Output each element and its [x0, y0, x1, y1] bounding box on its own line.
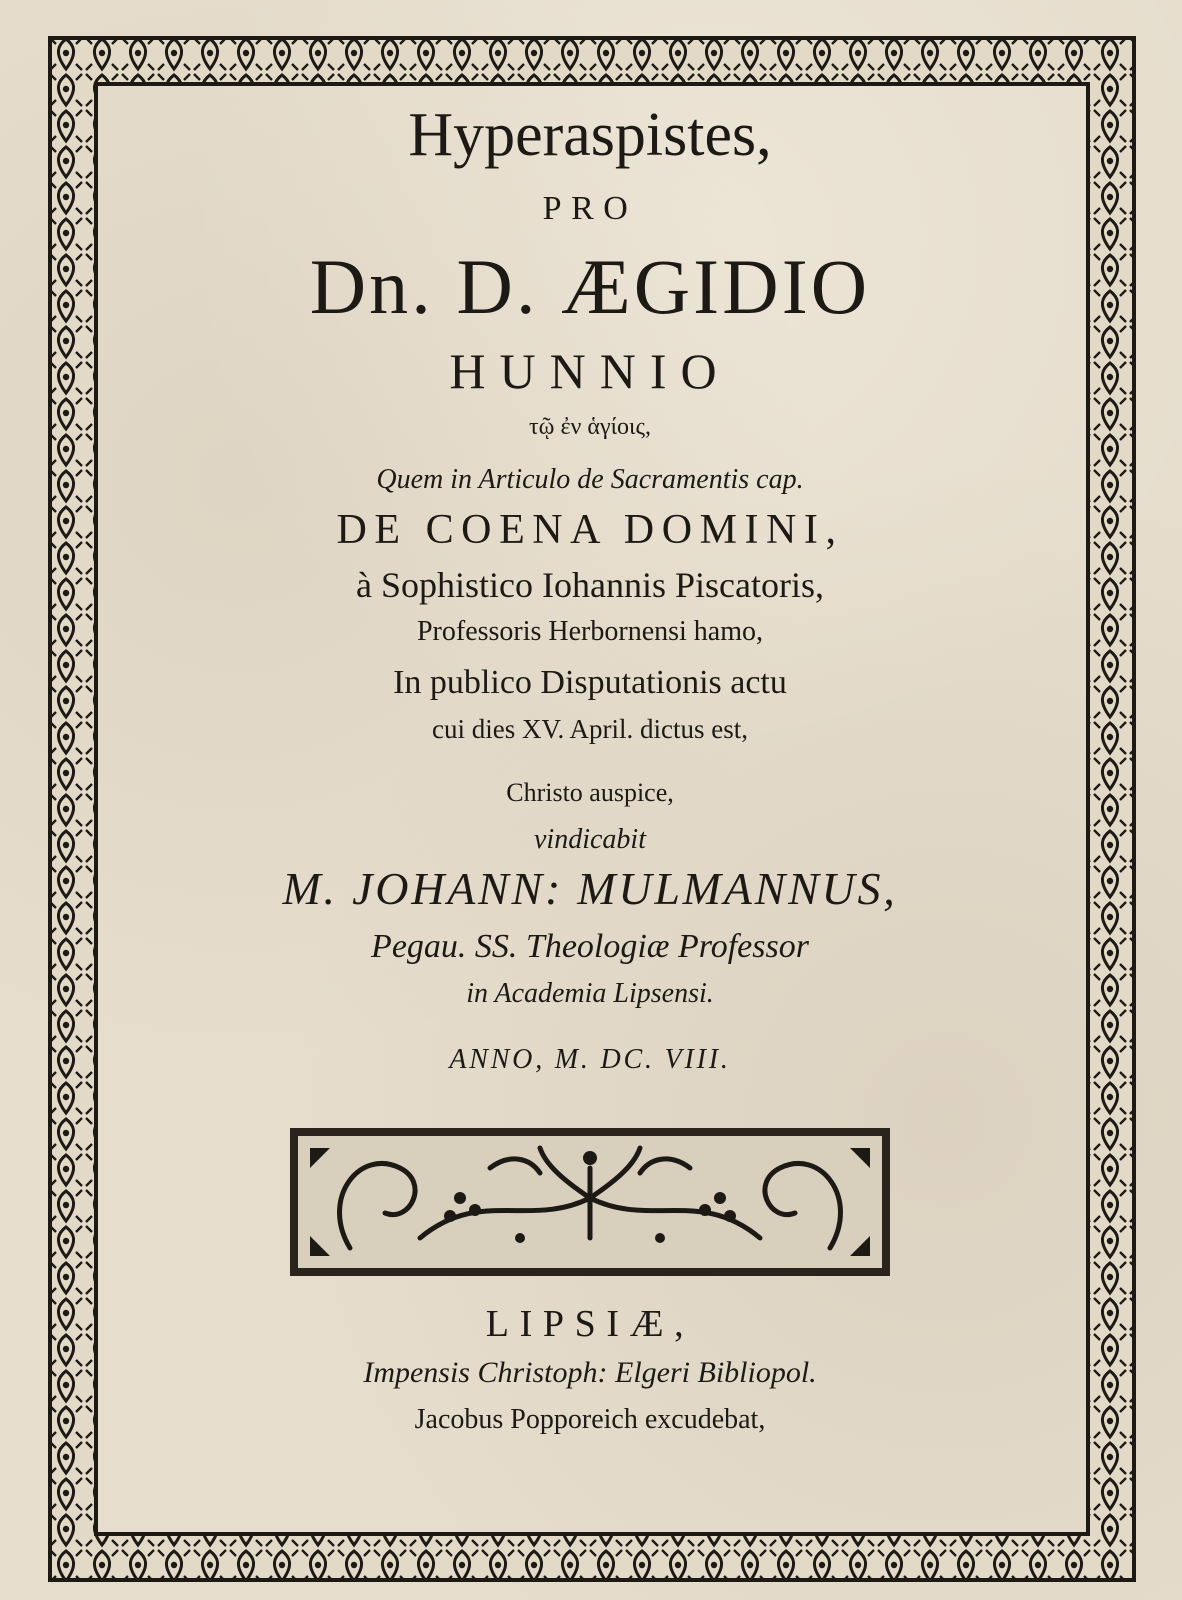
printer-line: Jacobus Popporeich excudebat,	[414, 1404, 766, 1435]
disputationis-line: In publico Disputationis actu	[393, 664, 787, 701]
dies-line: cui dies XV. April. dictus est,	[432, 714, 748, 744]
piscatoris-line: à Sophistico Iohannis Piscatoris,	[356, 565, 824, 605]
herborn-line: Professoris Herbornensi hamo,	[416, 616, 764, 647]
quem-line: Quem in Articulo de Sacramentis cap.	[376, 464, 804, 495]
date-line: ANNO, M. DC. VIII.	[449, 1044, 731, 1075]
publisher-line: Impensis Christoph: Elgeri Bibliopol.	[363, 1356, 817, 1389]
vindicabit-line: vindicabit	[534, 824, 646, 855]
professor-line: Pegau. SS. Theologiæ Professor	[371, 928, 809, 965]
title-text-block	[110, 92, 1070, 1502]
woodcut-vine-ornament-icon	[290, 1128, 890, 1276]
academia-line: in Academia Lipsensi.	[466, 978, 714, 1009]
title-line: Hyperaspistes,	[408, 101, 772, 169]
pro-line: PRO	[542, 190, 638, 227]
name-line: Dn. D. ÆGIDIO	[309, 243, 871, 330]
author-line: M. JOHANN: MULMANNUS,	[282, 863, 898, 914]
greek-line: τῷ ἐν ἁγίοις,	[529, 414, 651, 440]
coena-line: DE COENA DOMINI,	[336, 507, 844, 553]
city-line: LIPSIÆ,	[485, 1303, 695, 1345]
christo-line: Christo auspice,	[506, 778, 674, 807]
surname-line: HUNNIO	[449, 343, 731, 399]
